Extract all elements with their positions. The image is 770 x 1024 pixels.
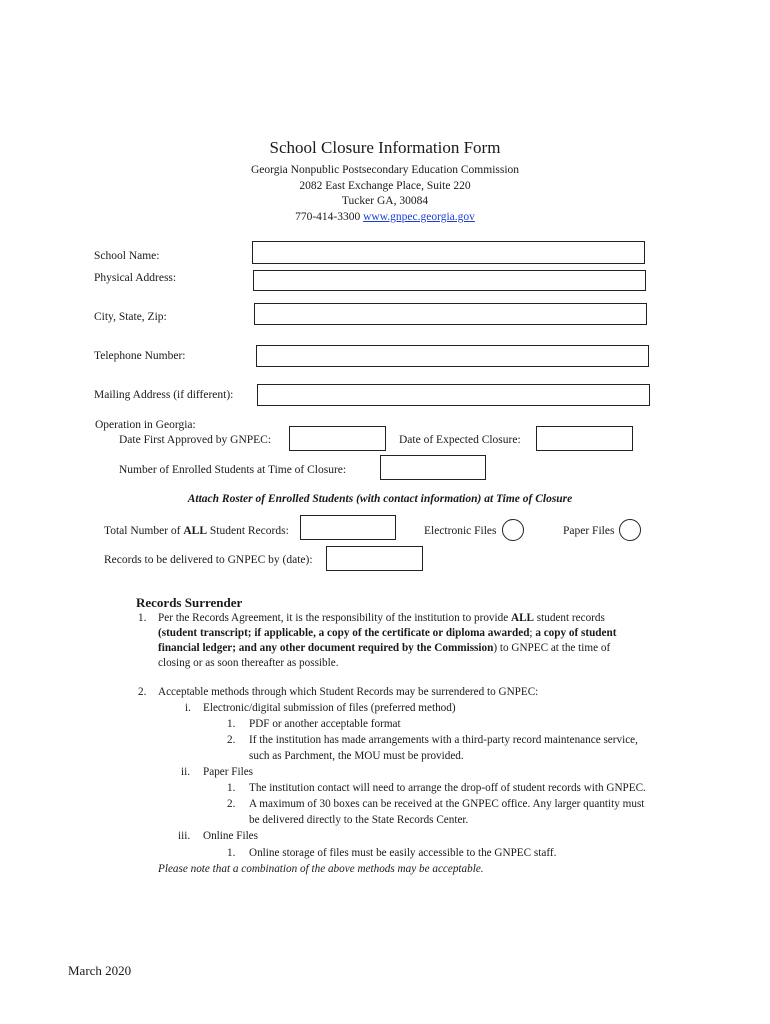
org-phone: 770-414-3300 — [295, 211, 361, 223]
city-state-zip-label: City, State, Zip: — [94, 311, 167, 323]
mailing-address-label: Mailing Address (if different): — [94, 389, 234, 401]
date-expected-closure-label: Date of Expected Closure: — [399, 434, 521, 446]
sub-ii-number: ii. — [181, 766, 191, 778]
records-delivered-input[interactable] — [326, 546, 423, 571]
form-title: School Closure Information Form — [269, 138, 501, 157]
item1-line1: Per the Records Agreement, it is the responsibility of the institution to provide ALL student records — [158, 612, 605, 624]
paper-files-label: Paper Files — [563, 525, 615, 537]
sub-i-2-line1: If the institution has made arrangements with a third-party record maintenance service, — [249, 734, 638, 746]
sub-ii-2-line1: A maximum of 30 boxes can be received at the GNPEC office. Any larger quantity must — [249, 798, 645, 810]
electronic-files-radio[interactable] — [502, 519, 524, 541]
telephone-label: Telephone Number: — [94, 350, 186, 362]
attach-roster-note: Attach Roster of Enrolled Students (with contact information) at Time of Closure — [187, 493, 573, 505]
records-delivered-label: Records to be delivered to GNPEC by (date): — [104, 554, 313, 566]
methods-note: Please note that a combination of the above methods may be acceptable. — [158, 863, 484, 875]
sub-i-text: Electronic/digital submission of files (preferred method) — [203, 702, 456, 714]
sub-i-2-line2: such as Parchment, the MOU must be provided. — [249, 750, 464, 762]
org-address-line2: Tucker GA, 30084 — [341, 195, 429, 207]
sub-iii-text: Online Files — [203, 830, 259, 842]
date-first-approved-label: Date First Approved by GNPEC: — [119, 434, 272, 446]
sub-i-1-text: PDF or another acceptable format — [249, 718, 401, 730]
item1-line4: closing or as soon thereafter as possible. — [158, 657, 339, 669]
sub-iii-1-number: 1. — [227, 847, 236, 859]
item1-number: 1. — [138, 612, 147, 624]
sub-ii-1-number: 1. — [227, 782, 236, 794]
item1-line3: financial ledger; and any other document required by the Commission) to GNPEC at the time of — [158, 642, 611, 654]
physical-address-label: Physical Address: — [94, 272, 177, 284]
mailing-address-input[interactable] — [257, 384, 650, 406]
org-contact-line — [0, 211, 770, 223]
enrolled-students-label: Number of Enrolled Students at Time of Closure: — [119, 464, 347, 476]
org-website-link[interactable]: www.gnpec.georgia.gov — [363, 211, 475, 223]
org-address-line1: 2082 East Exchange Place, Suite 220 — [299, 180, 471, 192]
operation-heading: Operation in Georgia: — [95, 419, 196, 431]
org-name: Georgia Nonpublic Postsecondary Education Commission — [250, 164, 520, 176]
item1-line2: (student transcript; if applicable, a copy of the certificate or diploma awarded; a copy of student — [158, 627, 617, 639]
sub-iii-1-text: Online storage of files must be easily accessible to the GNPEC staff. — [249, 847, 557, 859]
sub-i-1-number: 1. — [227, 718, 236, 730]
date-expected-closure-input[interactable] — [536, 426, 633, 451]
footer-date: March 2020 — [68, 963, 132, 978]
date-first-approved-input[interactable] — [289, 426, 386, 451]
city-state-zip-input[interactable] — [254, 303, 647, 325]
school-name-input[interactable] — [252, 241, 645, 264]
sub-ii-2-line2: be delivered directly to the State Records Center. — [249, 814, 469, 826]
total-records-input[interactable] — [300, 515, 396, 540]
sub-iii-number: iii. — [178, 830, 191, 842]
records-surrender-heading: Records Surrender — [136, 595, 243, 610]
paper-files-radio[interactable] — [619, 519, 641, 541]
enrolled-students-input[interactable] — [380, 455, 486, 480]
item2-text: Acceptable methods through which Student Records may be surrendered to GNPEC: — [158, 686, 539, 698]
electronic-files-label: Electronic Files — [424, 525, 497, 537]
sub-ii-1-text: The institution contact will need to arrange the drop-off of student records with GNPEC. — [249, 782, 646, 794]
sub-ii-text: Paper Files — [203, 766, 254, 778]
sub-i-2-number: 2. — [227, 734, 236, 746]
sub-ii-2-number: 2. — [227, 798, 236, 810]
sub-i-number: i. — [185, 702, 191, 714]
telephone-input[interactable] — [256, 345, 649, 367]
school-name-label: School Name: — [94, 250, 160, 262]
item2-number: 2. — [138, 686, 147, 698]
physical-address-input[interactable] — [253, 270, 646, 291]
total-records-label: Total Number of ALL Student Records: — [104, 525, 289, 537]
